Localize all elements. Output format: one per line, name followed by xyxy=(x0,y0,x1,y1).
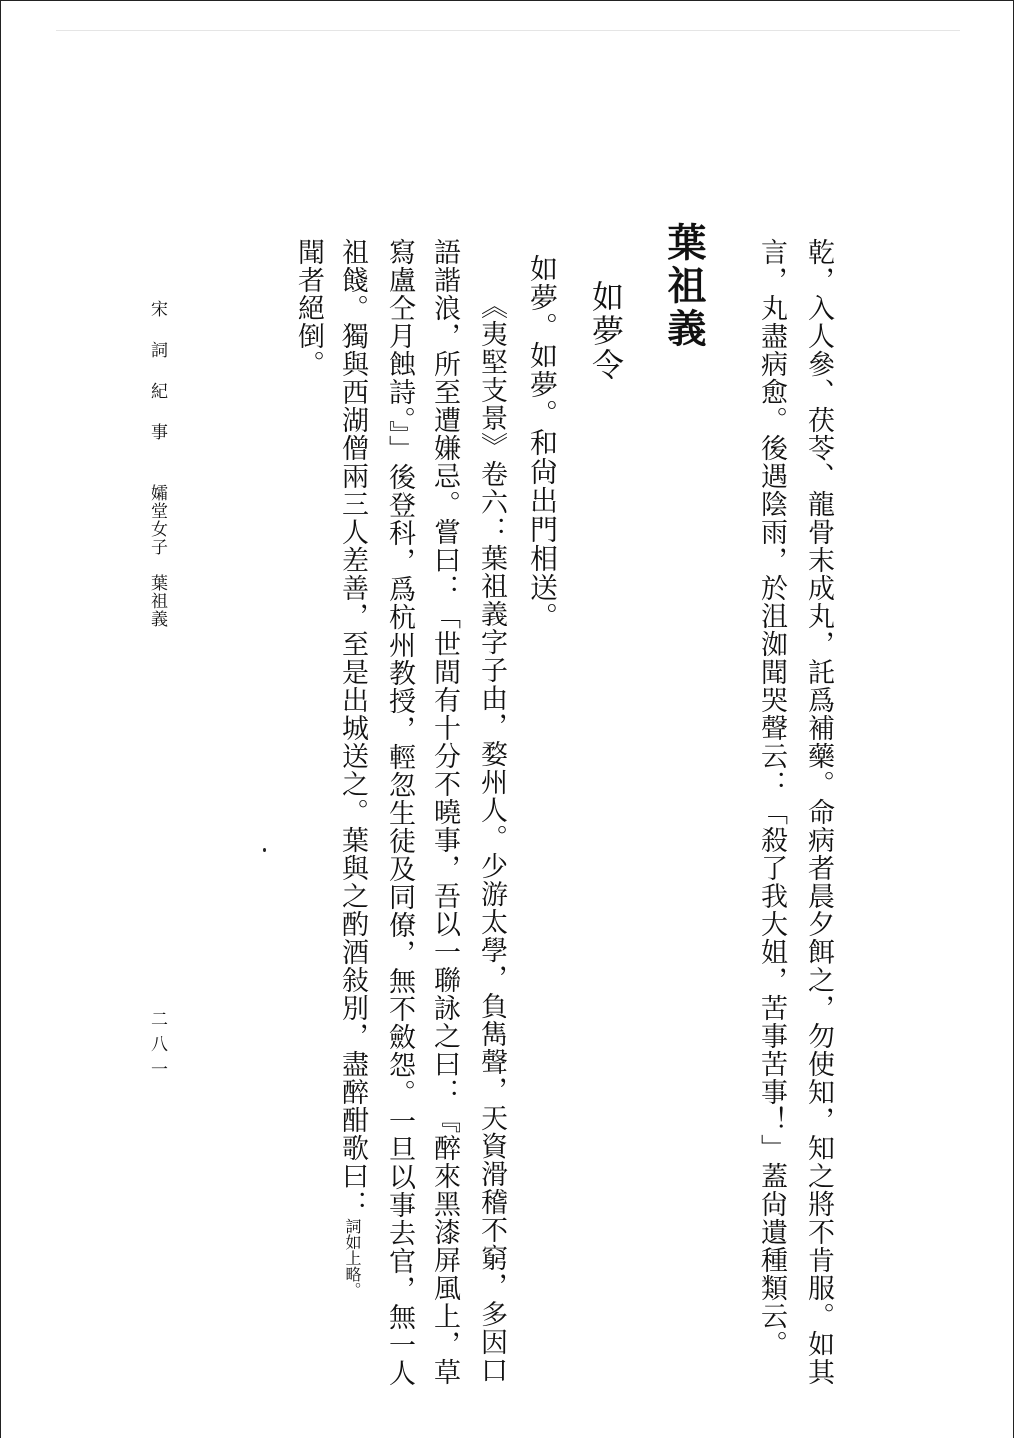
ink-speck xyxy=(263,848,266,852)
final-column: 聞者絕倒。 xyxy=(293,238,324,378)
omission-note: 詞如上略。 xyxy=(343,1218,362,1298)
lyric-text: 如夢。如夢。和尙出門相送。 xyxy=(526,254,559,631)
footer-page-number: 二八一 xyxy=(147,1010,167,1085)
author-heading: 葉祖義 xyxy=(661,222,707,351)
footer-book-title: 宋 詞 紀 事 xyxy=(147,300,167,442)
footer-sections: 孀堂女子 葉祖義 xyxy=(147,484,167,628)
source-column-1: 《夷堅支景》卷六：葉祖義字子由，婺州人。少游太學，負雋聲，天資滑稽不窮，多因口 xyxy=(476,292,507,1384)
text-column-2: 言，丸盡病愈。後遇陰雨，於沮洳聞哭聲云：「殺了我大姐，苦事苦事！」蓋尙遺種類云。 xyxy=(756,238,787,1358)
source-column-4-text: 祖餞。獨與西湖僧兩三人差善，至是出城送之。葉與之酌酒敍別，盡醉酣歌曰： xyxy=(337,238,368,1218)
tune-title: 如夢令 xyxy=(587,280,625,382)
source-column-4 xyxy=(339,238,366,1298)
top-rule xyxy=(56,30,960,31)
text-column-1: 乾，入人參、茯苓、龍骨末成丸，託爲補藥。命病者晨夕餌之，勿使知，知之將不肯服。如其 xyxy=(803,238,834,1386)
source-column-3: 寫盧仝月蝕詩。』」後登科，爲杭州教授，輕忽生徒及同僚，無不斂怨。一旦以事去官，無一人 xyxy=(384,238,415,1387)
source-column-2: 語諧浪，所至遭嫌忌。嘗曰：「世間有十分不曉事，吾以一聯詠之曰：『醉來黑漆屏風上，草 xyxy=(429,238,460,1386)
